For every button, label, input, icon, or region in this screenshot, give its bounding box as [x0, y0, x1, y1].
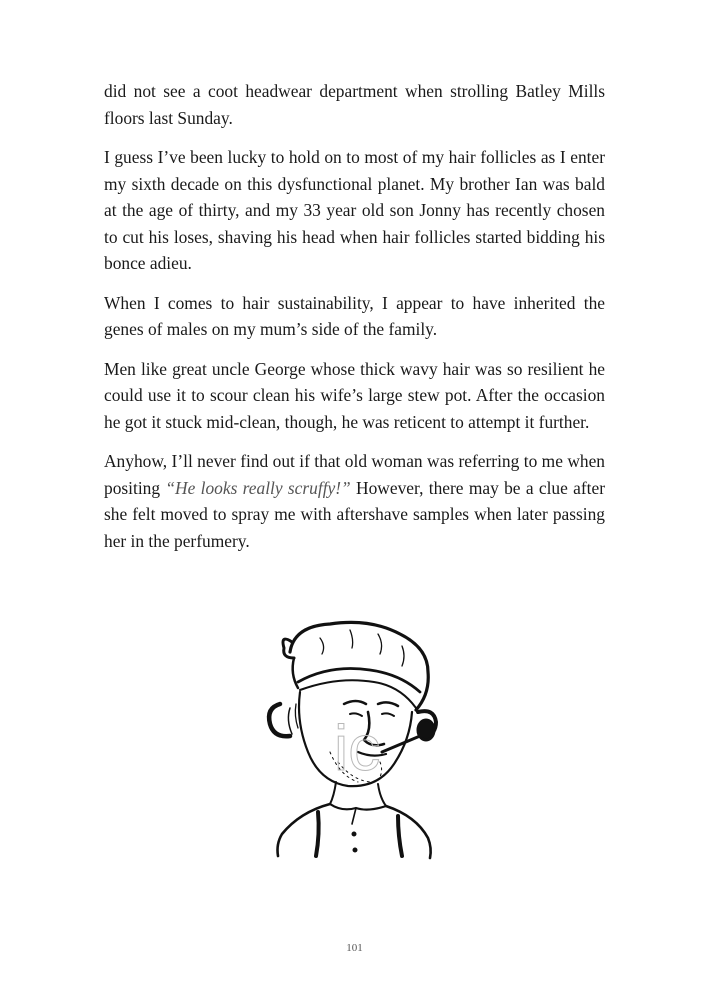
paragraph-5-lead: Anyhow, I’ll never find out if that old woman was referring to me when positing [104, 451, 605, 498]
paragraph-5 [104, 448, 605, 554]
watermark-text: ic [334, 712, 381, 784]
paragraph-2: I guess I’ve been lucky to hold on to most of my hair follicles as I enter my sixth decade on this dysfunctional planet. My brother Ian was bald at the age of thirty, and my 33 year old son Jonny has recently chosen to cut his loses, shaving his head when hair follicles started bidding his bonce adieu. [104, 147, 605, 273]
paragraph-5-tail: However, there may be a clue after she felt moved to spray me with aftershave samples when later passing her in the perfumery. [104, 477, 605, 551]
cartoon-man-illustration [260, 612, 450, 862]
paragraph-1: did not see a coot headwear department when strolling Batley Mills floors last Sunday. [104, 81, 605, 128]
cartoon-man-portrait-icon [260, 612, 450, 862]
paragraph-4: Men like great uncle George whose thick wavy hair was so resilient he could use it to scour clean his wife’s large stew pot. After the occasion he got it stuck mid-clean, though, he was reticent to attempt it further. [104, 358, 605, 432]
page-number: 101 [346, 942, 363, 954]
body-text [104, 78, 605, 567]
paragraph-3: When I comes to hair sustainability, I appear to have inherited the genes of males on my mum’s side of the family. [104, 292, 605, 339]
quoted-remark: “He looks really scruffy!” [165, 477, 351, 498]
